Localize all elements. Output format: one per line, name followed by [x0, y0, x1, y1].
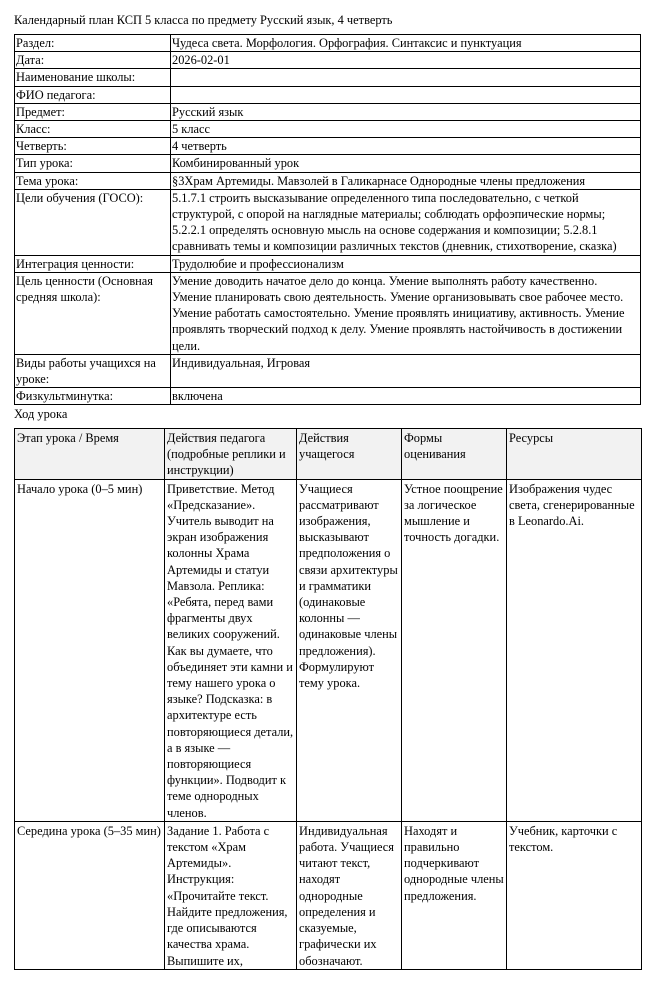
- info-value: 4 четверть: [171, 138, 641, 155]
- info-value: §3Храм Артемиды. Мавзолей в Галикарнасе Однородные члены предложения: [171, 172, 641, 189]
- info-value: включена: [171, 388, 641, 405]
- lesson-cell: Индивидуальная работа. Учащиеся читают текст, находят однородные определения и сказуемые, графически их обозначают.: [297, 821, 402, 969]
- lesson-cell: Изображения чудес света, сгенерированные в Leonardo.Ai.: [507, 479, 642, 821]
- info-row: [15, 388, 641, 405]
- lesson-info-table: [14, 34, 641, 405]
- info-row: [15, 172, 641, 189]
- column-header: Этап урока / Время: [15, 429, 165, 480]
- lesson-cell: Учащиеся рассматривают изображения, высказывают предположения о связи архитектуры и грамматики (одинаковые колонны — одинаковые члены предложения). Формулируют тему урока.: [297, 479, 402, 821]
- info-row: [15, 255, 641, 272]
- column-header: Ресурсы: [507, 429, 642, 480]
- info-row: [15, 155, 641, 172]
- info-value: Русский язык: [171, 103, 641, 120]
- info-row: [15, 189, 641, 255]
- info-label: Физкультминутка:: [15, 388, 171, 405]
- lesson-cell: Учебник, карточки с текстом.: [507, 821, 642, 969]
- info-value: 5.1.7.1 строить высказывание определенного типа последовательно, с четкой структурой, с опорой на наглядные материалы; соблюдать орфоэпические нормы; 5.2.2.1 определять основную мысль на основе содержания и композиции; 5.2.8.1 сравнивать темы и композиции различных текстов (дневник, стихотворение, сказка): [171, 189, 641, 255]
- info-value: Комбинированный урок: [171, 155, 641, 172]
- info-row: [15, 121, 641, 138]
- lesson-header-row: [15, 429, 642, 480]
- column-header: Формы оценивания: [402, 429, 507, 480]
- info-row: [15, 103, 641, 120]
- info-value: [171, 86, 641, 103]
- info-label: Виды работы учащихся на уроке:: [15, 354, 171, 387]
- lesson-flow-table: [14, 428, 642, 970]
- info-label: Класс:: [15, 121, 171, 138]
- info-label: Четверть:: [15, 138, 171, 155]
- lesson-cell: Середина урока (5–35 мин): [15, 821, 165, 969]
- info-label: Наименование школы:: [15, 69, 171, 86]
- info-row: [15, 354, 641, 387]
- info-label: Цели обучения (ГОСО):: [15, 189, 171, 255]
- lesson-cell: Устное поощрение за логическое мышление и точность догадки.: [402, 479, 507, 821]
- info-value: 5 класс: [171, 121, 641, 138]
- lesson-cell: Начало урока (0–5 мин): [15, 479, 165, 821]
- info-label: Раздел:: [15, 35, 171, 52]
- info-label: Дата:: [15, 52, 171, 69]
- info-row: [15, 52, 641, 69]
- lesson-stage-row: [15, 821, 642, 969]
- info-row: [15, 138, 641, 155]
- info-value: Трудолюбие и профессионализм: [171, 255, 641, 272]
- lesson-flow-heading: Ход урока: [14, 407, 68, 421]
- lesson-cell: Приветствие. Метод «Предсказание». Учитель выводит на экран изображения колонны Храма Артемиды и статуи Мавзола. Реплика: «Ребята, перед вами фрагменты двух великих сооружений. Как вы думаете, что объединяет эти камни и тему нашего урока о языке? Подсказка: в архитектуре есть повторяющиеся детали, а в языке — повторяющиеся функции». Подводит к теме однородных членов.: [165, 479, 297, 821]
- lesson-cell: Находят и правильно подчеркивают однородные члены предложения.: [402, 821, 507, 969]
- info-row: [15, 35, 641, 52]
- lesson-cell: Задание 1. Работа с текстом «Храм Артемиды». Инструкция: «Прочитайте текст. Найдите предложения, где описываются качества храма. Выпишите их,: [165, 821, 297, 969]
- info-label: Тип урока:: [15, 155, 171, 172]
- lesson-stage-row: [15, 479, 642, 821]
- info-label: Тема урока:: [15, 172, 171, 189]
- info-label: Предмет:: [15, 103, 171, 120]
- column-header: Действия учащегося: [297, 429, 402, 480]
- info-value: [171, 69, 641, 86]
- info-value: Индивидуальная, Игровая: [171, 354, 641, 387]
- info-label: ФИО педагога:: [15, 86, 171, 103]
- info-row: [15, 69, 641, 86]
- info-value: Чудеса света. Морфология. Орфография. Синтаксис и пунктуация: [171, 35, 641, 52]
- info-value: 2026-02-01: [171, 52, 641, 69]
- column-header: Действия педагога (подробные реплики и инструкции): [165, 429, 297, 480]
- info-value: Умение доводить начатое дело до конца. Умение выполнять работу качественно. Умение планировать свою деятельность. Умение организовывать свое рабочее место. Умение работать самостоятельно. Умение проявлять инициативу, активность. Умение проявлять творческий подход к делу. Умение проявлять настойчивость в достижении цели.: [171, 272, 641, 354]
- info-row: [15, 272, 641, 354]
- document-title: Календарный план КСП 5 класса по предмету Русский язык, 4 четверть: [14, 13, 393, 27]
- info-label: Цель ценности (Основная средняя школа):: [15, 272, 171, 354]
- info-label: Интеграция ценности:: [15, 255, 171, 272]
- info-row: [15, 86, 641, 103]
